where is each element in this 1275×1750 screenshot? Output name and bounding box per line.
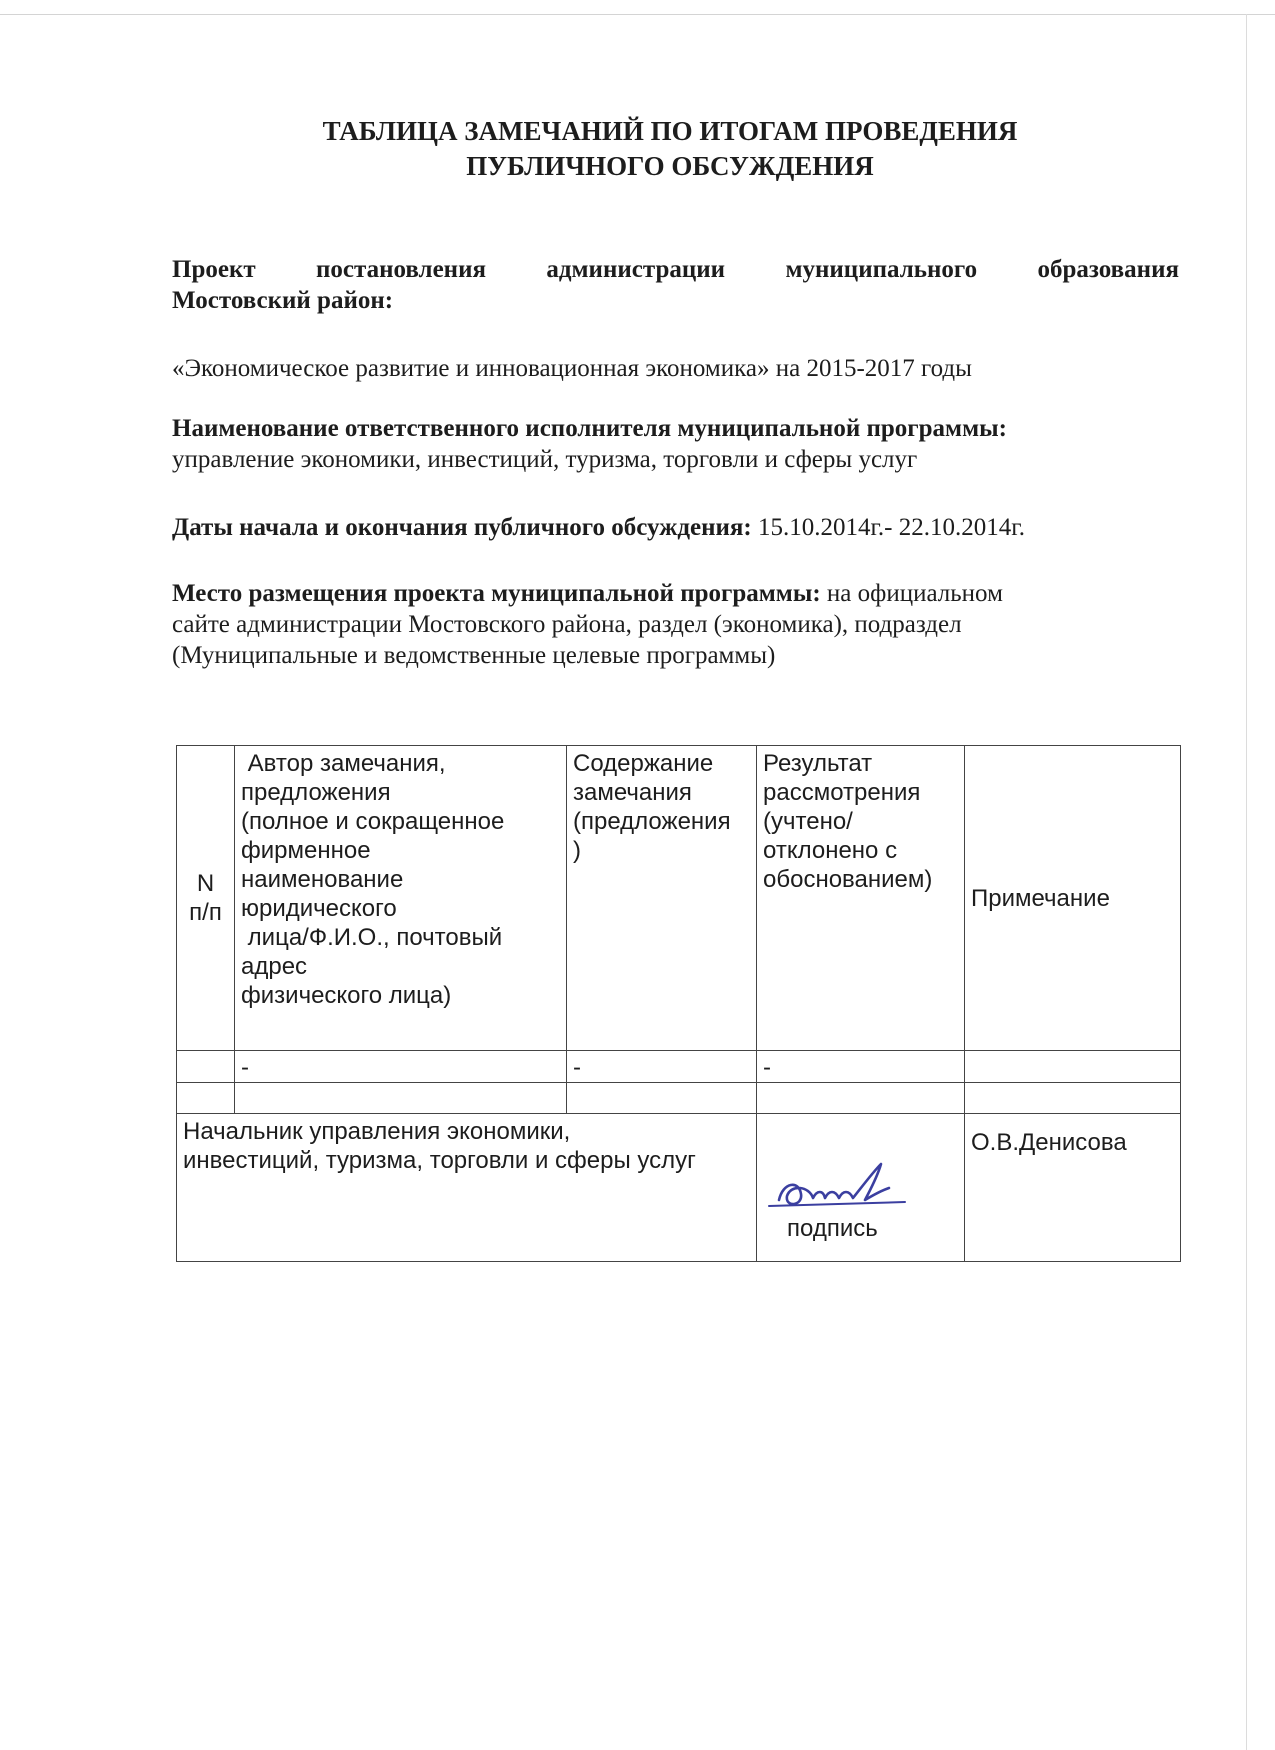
header-author-line: предложения bbox=[241, 779, 391, 806]
header-content-line: ) bbox=[573, 837, 581, 864]
header-result bbox=[757, 746, 965, 1051]
project-label-line-1: Проект постановления администрации муниципального образования bbox=[172, 256, 1179, 283]
header-result-line: (учтено/ bbox=[763, 808, 853, 835]
signature-label: подпись bbox=[787, 1215, 878, 1242]
table-row bbox=[177, 1083, 1181, 1114]
cell-empty bbox=[567, 1083, 757, 1114]
title-line-1: ТАБЛИЦА ЗАМЕЧАНИЙ ПО ИТОГАМ ПРОВЕДЕНИЯ bbox=[322, 116, 1018, 146]
cell-empty bbox=[177, 1083, 235, 1114]
header-num-line: N bbox=[196, 870, 215, 897]
header-author-line: лица/Ф.И.О., почтовый bbox=[241, 924, 503, 951]
header-note: Примечание bbox=[965, 746, 1181, 1051]
placement-value-line-1: на официальном bbox=[820, 580, 1003, 607]
position-line-2: инвестиций, туризма, торговли и сферы услуг bbox=[183, 1147, 696, 1174]
header-author-line: наименование bbox=[241, 866, 404, 893]
cell-result: - bbox=[757, 1051, 965, 1083]
dates-value: 15.10.2014г.- 22.10.2014г. bbox=[751, 514, 1025, 541]
comments-table-wrapper bbox=[176, 745, 1180, 1262]
cell-author: - bbox=[235, 1051, 567, 1083]
signature-cell bbox=[757, 1114, 965, 1262]
table-row bbox=[177, 1051, 1181, 1083]
header-author-line: физического лица) bbox=[241, 982, 452, 1009]
header-content-line: замечания bbox=[573, 779, 692, 806]
cell-content: - bbox=[567, 1051, 757, 1083]
position-cell bbox=[177, 1114, 757, 1262]
scan-edge-right bbox=[1246, 14, 1247, 1750]
header-result-line: Результат bbox=[763, 750, 873, 777]
dates-section bbox=[172, 512, 1179, 543]
executor-label: Наименование ответственного исполнителя муниципальной программы: bbox=[172, 415, 1007, 442]
header-author-line: юридического bbox=[241, 895, 397, 922]
signature-row bbox=[177, 1114, 1181, 1262]
header-num-line: п/п bbox=[189, 899, 222, 926]
executor-value: управление экономики, инвестиций, туризма, торговли и сферы услуг bbox=[172, 446, 918, 473]
placement-label: Место размещения проекта муниципальной программы: bbox=[172, 580, 821, 607]
header-content-line: Содержание bbox=[573, 750, 714, 777]
programme-name: «Экономическое развитие и инновационная экономика» на 2015-2017 годы bbox=[172, 355, 972, 382]
header-author bbox=[235, 746, 567, 1051]
table-header-row bbox=[177, 746, 1181, 1051]
title-line-2: ПУБЛИЧНОГО ОБСУЖДЕНИЯ bbox=[466, 151, 874, 181]
header-result-line: обоснованием) bbox=[763, 866, 933, 893]
placement-value-line-2: сайте администрации Мостовского района, раздел (экономика), подраздел bbox=[172, 611, 962, 638]
comments-table bbox=[176, 745, 1181, 1262]
handwritten-signature-icon bbox=[765, 1160, 915, 1218]
signatory-name: О.В.Денисова bbox=[965, 1114, 1181, 1262]
header-content bbox=[567, 746, 757, 1051]
executor-section bbox=[172, 413, 1179, 475]
header-num bbox=[177, 746, 235, 1051]
header-result-line: отклонено с bbox=[763, 837, 898, 864]
position-line-1: Начальник управления экономики, bbox=[183, 1118, 571, 1145]
project-label-line-2: Мостовский район: bbox=[172, 287, 394, 314]
header-content-line: (предложения bbox=[573, 808, 731, 835]
cell-empty bbox=[965, 1083, 1181, 1114]
document-title bbox=[150, 114, 1190, 184]
header-author-line: Автор замечания, bbox=[241, 750, 446, 777]
cell-num bbox=[177, 1051, 235, 1083]
header-author-line: (полное и сокращенное bbox=[241, 808, 505, 835]
cell-note bbox=[965, 1051, 1181, 1083]
header-author-line: адрес bbox=[241, 953, 308, 980]
placement-value-line-3: (Муниципальные и ведомственные целевые программы) bbox=[172, 642, 776, 669]
placement-section bbox=[172, 578, 1179, 671]
scan-edge-top bbox=[0, 14, 1275, 15]
cell-empty bbox=[235, 1083, 567, 1114]
cell-empty bbox=[757, 1083, 965, 1114]
dates-label: Даты начала и окончания публичного обсуждения: bbox=[172, 514, 752, 541]
header-author-line: фирменное bbox=[241, 837, 371, 864]
header-result-line: рассмотрения bbox=[763, 779, 921, 806]
